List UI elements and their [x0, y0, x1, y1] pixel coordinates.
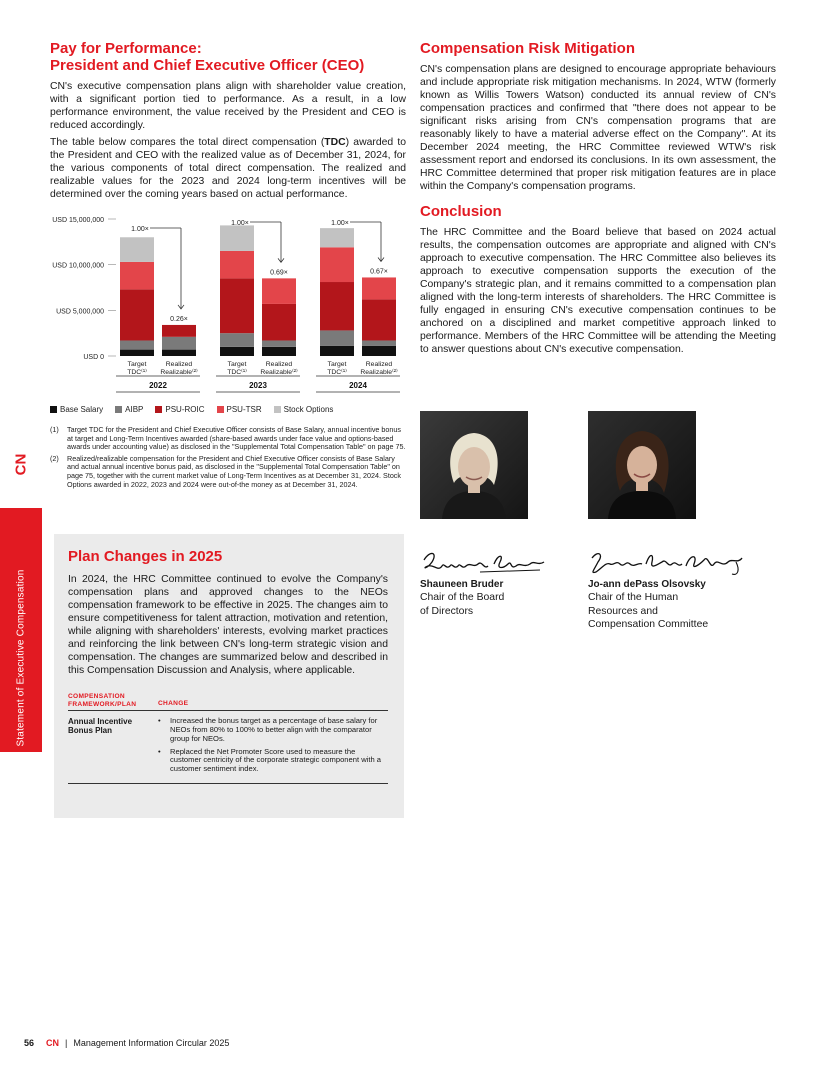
- legend-swatch: [115, 406, 122, 413]
- signatory-role-line: Resources and: [588, 605, 658, 617]
- year-label: 2023: [249, 381, 267, 390]
- bar-label: Realizable⁽²⁾: [260, 369, 298, 376]
- bar-segment: [120, 289, 154, 340]
- risk-paragraph: CN's compensation plans are designed to encourage appropriate behaviours and include appropriate risk mitigation mechanisms. In 2024, WTW (formerly known as Willis Towers Watson) conducted its annual review of CN's compensation practices and confirmed that "there does not appear to be significant risks arising from CN's compensation programs that are reasonably likely to have a material adverse effect on the Company". At its December 2024 meeting, the HRC Committee reviewed WTW's risk assessment report and endorsed its conclusions. In its own assessment, the HRC Committee determined that proper risk mitigation features are in place within the Company's compensation programs.: [420, 64, 776, 192]
- bar-label: Realized: [165, 361, 193, 368]
- signatory-name: Jo-ann dePass Olsovsky: [588, 579, 706, 590]
- legend-swatch: [50, 406, 57, 413]
- bar-segment: [220, 278, 254, 333]
- bar-segment: [320, 346, 354, 356]
- col-header-change: CHANGE: [158, 700, 189, 707]
- bar-segment: [220, 333, 254, 347]
- portrait-joann-depass-olsovsky: [588, 411, 696, 519]
- legend-swatch: [217, 406, 224, 413]
- pay-paragraph-1: CN's executive compensation plans align with shareholder value creation, with a significant portion tied to performance. As a result, in a low performance environment, the value received by the President and CEO is reduced accordingly.: [50, 81, 406, 131]
- bar-segment: [262, 347, 296, 356]
- plan-changes-table: [68, 693, 388, 784]
- signatory-role-line: Compensation Committee: [588, 619, 709, 630]
- legend-swatch: [155, 406, 162, 413]
- plan-changes-box: [54, 534, 404, 818]
- legend-item: [217, 405, 262, 414]
- chart-legend: [50, 405, 406, 414]
- signatory-name: Shauneen Bruder: [420, 579, 504, 590]
- bar-segment: [320, 247, 354, 282]
- bar-segment: [162, 337, 196, 350]
- conclusion-paragraph: The HRC Committee and the Board believe that based on 2024 actual results, the compensation outcomes are appropriate and aligned with CN's approach to executive compensation. The HRC Committee also believes its approach to executive compensation supports the execution of the Company's strategic plan, and it remains committed to a compensation plan aligned with the long-term interests of shareholders. The HRC Committee is fully engaged in ensuring CN's executive compensation continues to be anchored on a disciplined and market competitive approach linked to performance. Members of the HRC Committee will be attending the Meeting to answer questions about CN's executive compensation.: [420, 227, 776, 355]
- ratio-label: 0.67×: [370, 268, 388, 276]
- bar-segment: [362, 277, 396, 299]
- bar-label: Target: [127, 361, 147, 368]
- bar-segment: [120, 340, 154, 349]
- bar-label: Realizable⁽²⁾: [360, 369, 398, 376]
- bar-segment: [320, 228, 354, 247]
- legend-item: [50, 405, 103, 414]
- portrait-shauneen-bruder: [420, 411, 528, 519]
- change-bullet: • Increased the bonus target as a percentage of base salary for NEOs from 80% to 100% to better align with the comparator group for NEOs.: [158, 716, 378, 743]
- signatory-2: [588, 548, 748, 632]
- year-label: 2022: [149, 381, 167, 390]
- bar-segment: [120, 237, 154, 262]
- signature-joann-depass-olsovsky: [588, 548, 748, 578]
- sidebar: [0, 448, 42, 747]
- bar-segment: [320, 330, 354, 346]
- ratio-label: 1.00×: [331, 220, 349, 227]
- bar-segment: [220, 251, 254, 278]
- pay-paragraph-2: The table below compares the total direct compensation (TDC) awarded to the President and CEO with the realized value as of December 31, 2024, for the various components of total direct compensation. The realized and realizable values for the 2023 and 2024 long-term incentives will be determined over the coming years based on actual performance.: [50, 137, 406, 200]
- portraits: [420, 411, 776, 521]
- pay-for-performance-title: Pay for Performance: President and Chief Executive Officer (CEO): [50, 40, 365, 74]
- bar-segment: [162, 325, 196, 337]
- bar-segment: [320, 282, 354, 330]
- plan-changes-title: Plan Changes in 2025: [68, 548, 223, 565]
- ratio-label: 0.69×: [270, 269, 288, 277]
- bar-segment: [262, 278, 296, 304]
- footer-separator: |: [65, 1038, 68, 1048]
- bar-label: Realized: [265, 361, 293, 368]
- legend-item: [274, 405, 334, 414]
- signatory-1: [420, 548, 580, 618]
- footnote-2: (2) Realized/realizable compensation for the President and Chief Executive Officer consists of Base Salary and actual annual incentive bonus paid, as disclosed in the "Supplemental Total Compensation Table" on page 75, together with the current market value of Long-Term Incentives as at December 31, 2024. Stock Options awarded in 2022, 2023 and 2024 were out-of-the money as at December 31, 2024.: [50, 453, 401, 489]
- ratio-label: 1.00×: [131, 226, 149, 233]
- bar-label: TDC⁽¹⁾: [327, 369, 347, 376]
- bar-segment: [162, 350, 196, 356]
- right-column: [420, 40, 776, 360]
- cn-logo: CN: [12, 453, 30, 476]
- page-footer: [24, 1038, 229, 1048]
- bar-segment: [362, 340, 396, 345]
- year-label: 2024: [349, 381, 367, 390]
- legend-label: AIBP: [125, 405, 144, 414]
- legend-swatch: [274, 406, 281, 413]
- bar-label: TDC⁽¹⁾: [227, 369, 247, 376]
- y-tick-label: USD 5,000,000: [56, 308, 104, 316]
- footer-brand: CN: [46, 1038, 60, 1048]
- legend-label: PSU-ROIC: [165, 405, 205, 414]
- risk-mitigation-title: Compensation Risk Mitigation: [420, 40, 636, 57]
- plan-changes-paragraph: In 2024, the HRC Committee continued to evolve the Company's compensation plans and approved changes to the NEOs compensation framework to be effective in 2025. The changes aim to ensure competitiveness for talent attraction, motivation and retention, while aligning with shareholders' interests, evolving market practices and reinforcing the link between CN's long-term strategic vision and compensation. The changes are summarized below and described in this Compensation Discussion and Analysis, where applicable.: [68, 574, 388, 676]
- footnotes: [50, 426, 406, 489]
- table-row: [68, 711, 388, 784]
- ratio-label: 0.26×: [170, 315, 188, 323]
- bar-segment: [362, 299, 396, 340]
- conclusion-title: Conclusion: [420, 203, 502, 220]
- left-column: [50, 40, 406, 492]
- bar-segment: [120, 262, 154, 289]
- legend-label: PSU-TSR: [226, 405, 262, 414]
- tdc-chart: [50, 209, 406, 399]
- bar-segment: [262, 340, 296, 346]
- row-label: Annual Incentive Bonus Plan: [68, 717, 133, 736]
- signature-shauneen-bruder: [420, 548, 580, 578]
- bar-segment: [362, 346, 396, 356]
- bar-label: Target: [227, 361, 247, 368]
- col-header-framework: COMPENSATION FRAMEWORK/PLAN: [68, 693, 137, 708]
- bar-segment: [220, 347, 254, 356]
- bar-label: Realized: [365, 361, 393, 368]
- table-header: [68, 693, 388, 711]
- legend-item: [115, 405, 143, 414]
- tdc-chart-svg: [50, 209, 406, 399]
- bar-segment: [220, 225, 254, 251]
- footnote-1: (1) Target TDC for the President and Chief Executive Officer consists of Base Salary, annual incentive bonus at target and Long-Term Incentives awarded (share-based awards under face value and options-based awards under accounting value) as disclosed in the "Supplemental Total Compensation Table" on page 75.: [50, 425, 406, 452]
- signatory-role-line: Chair of the Board: [420, 592, 505, 603]
- y-tick-label: USD 15,000,000: [52, 217, 104, 224]
- bar-segment: [120, 350, 154, 356]
- signatory-role-line: of Directors: [420, 605, 474, 617]
- y-tick-label: USD 0: [83, 354, 104, 361]
- bar-segment: [262, 304, 296, 341]
- signatory-role-line: Chair of the Human: [588, 592, 679, 603]
- legend-label: Stock Options: [283, 405, 334, 414]
- section-label: Statement of Executive Compensation: [15, 569, 27, 747]
- bar-label: Target: [327, 361, 347, 368]
- page-number: 56: [24, 1038, 35, 1048]
- y-tick-label: USD 10,000,000: [52, 262, 104, 270]
- footer-doc-title: Management Information Circular 2025: [73, 1038, 230, 1048]
- legend-item: [155, 405, 204, 414]
- legend-label: Base Salary: [60, 405, 104, 414]
- section-band: [0, 508, 42, 752]
- bar-label: Realizable⁽²⁾: [160, 369, 198, 376]
- ratio-label: 1.00×: [231, 220, 249, 227]
- change-bullet: • Replaced the Net Promoter Score used to measure the customer centricity of the corporate strategic component with a customer sentiment index.: [158, 746, 382, 774]
- bar-label: TDC⁽¹⁾: [127, 369, 147, 376]
